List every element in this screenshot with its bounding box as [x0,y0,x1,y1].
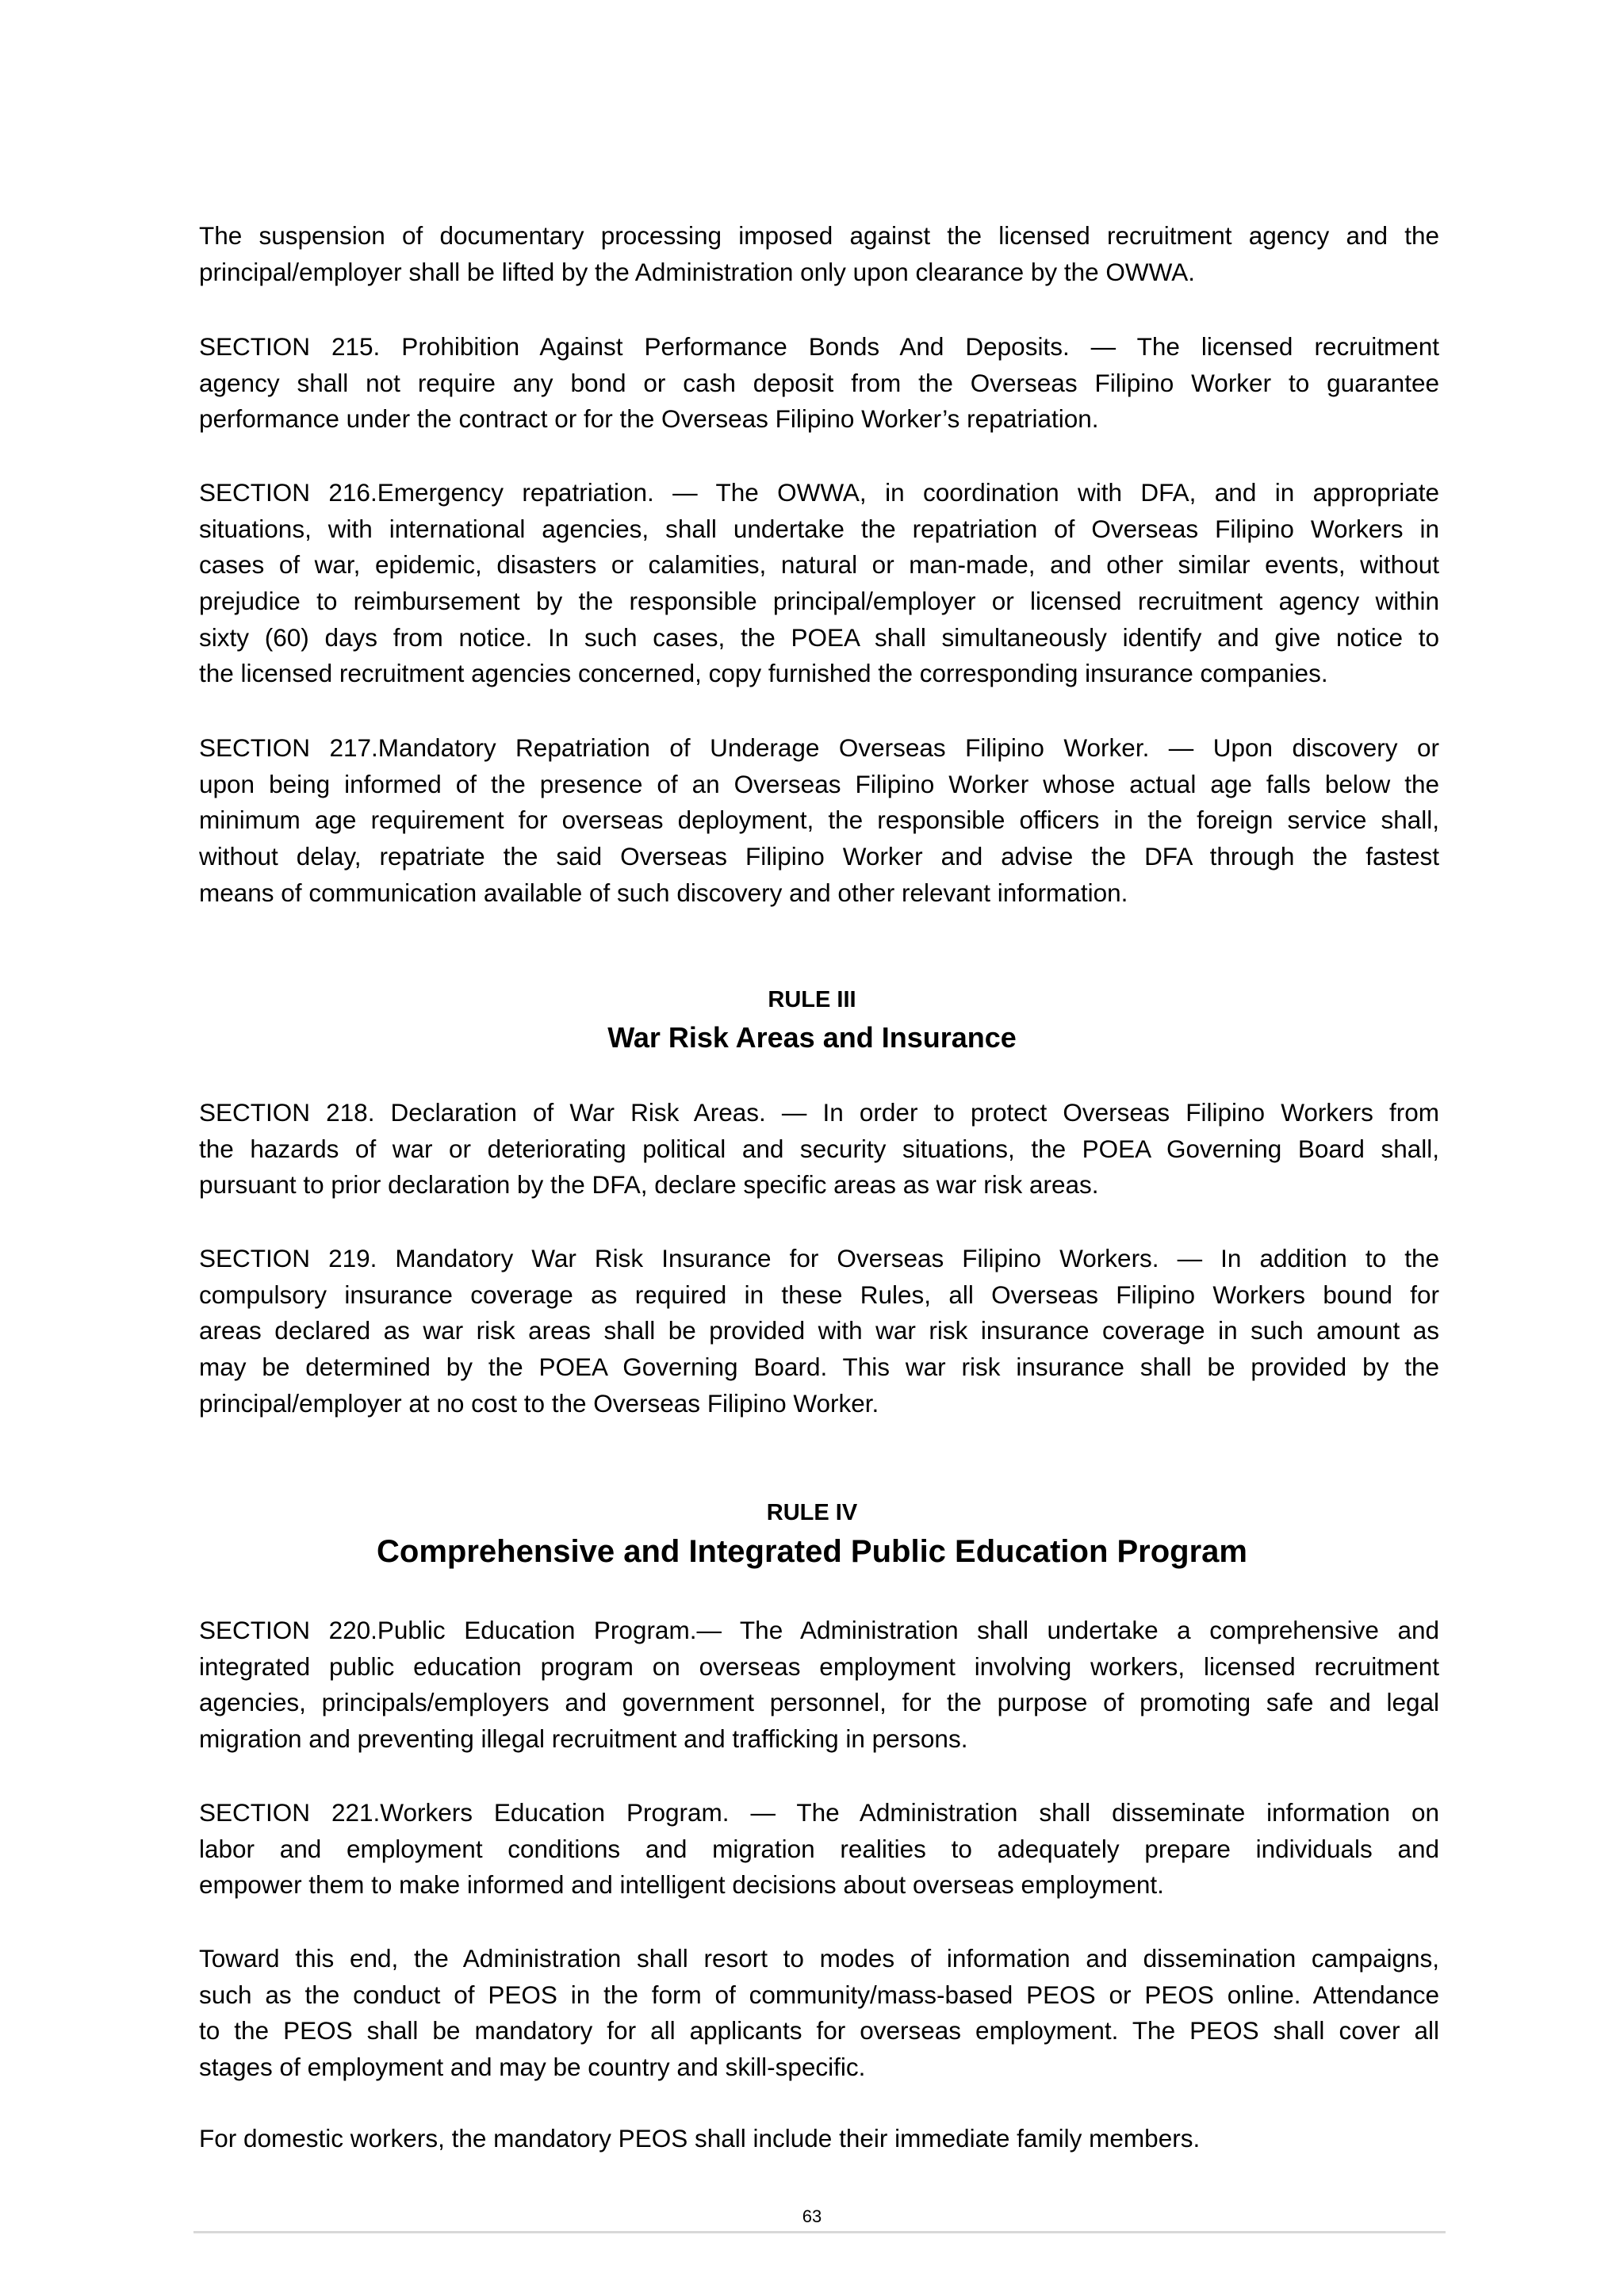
text-line: migration and preventing illegal recruitment and trafficking in persons. [199,1724,968,1754]
section-218 [199,1095,1439,1203]
text-line: without delay, repatriate the said Overseas Filipino Worker and advise the DFA through the fastest [199,842,1439,871]
text-line: labor and employment conditions and migration realities to adequately prepare individuals and [199,1834,1439,1863]
section-216 [199,475,1439,692]
text-line: SECTION 221.Workers Education Program. — The Administration shall disseminate information on [199,1798,1439,1827]
footer-divider [193,2231,1446,2233]
text-line: may be determined by the POEA Governing Board. This war risk insurance shall be provided by the [199,1353,1439,1382]
text-line: the hazards of war or deteriorating political and security situations, the POEA Governing Board shall, [199,1134,1439,1163]
rule-iii-title: War Risk Areas and Insurance [607,1021,1017,1054]
text-line: areas declared as war risk areas shall be provided with war risk insurance coverage in such amount as [199,1316,1439,1345]
text-line: agencies, principals/employers and government personnel, for the purpose of promoting safe and legal [199,1688,1439,1717]
text-line: means of communication available of such discovery and other relevant information. [199,878,1128,907]
rule-iv-title: Comprehensive and Integrated Public Education Program [377,1534,1247,1569]
text-line: pursuant to prior declaration by the DFA, declare specific areas as war risk areas. [199,1170,1099,1200]
section-217 [199,730,1439,911]
text-line: integrated public education program on overseas employment involving workers, licensed recruitment [199,1651,1439,1681]
text-line: Toward this end, the Administration shall resort to modes of information and dissemination campaigns, [199,1944,1439,1973]
text-line: empower them to make informed and intelligent decisions about overseas employment. [199,1870,1164,1900]
text-line: SECTION 215. Prohibition Against Performance Bonds And Deposits. — The licensed recruitment [199,332,1439,361]
text-line: cases of war, epidemic, disasters or calamities, natural or man-made, and other similar events, without [199,550,1439,580]
text-line: The suspension of documentary processing imposed against the licensed recruitment agency and the [199,221,1439,250]
text-line: SECTION 218. Declaration of War Risk Areas. — In order to protect Overseas Filipino Workers from [199,1098,1439,1127]
rule-iii-label: RULE III [768,987,856,1012]
text-line: SECTION 220.Public Education Program.— The Administration shall undertake a comprehensive and [199,1616,1439,1644]
text-line: principal/employer shall be lifted by the Administration only upon clearance by the OWWA. [199,257,1195,286]
text-line: situations, with international agencies, shall undertake the repatriation of Overseas Filipino Workers in [199,514,1439,543]
text-line: SECTION 217.Mandatory Repatriation of Underage Overseas Filipino Worker. — Upon discovery or [199,733,1439,762]
text-line: to the PEOS shall be mandatory for all applicants for overseas employment. The PEOS shall cover all [199,2016,1439,2045]
text-line: SECTION 219. Mandatory War Risk Insurance for Overseas Filipino Workers. — In addition to the [199,1244,1439,1272]
text-line: upon being informed of the presence of an Overseas Filipino Worker whose actual age falls below the [199,769,1439,798]
text-line: For domestic workers, the mandatory PEOS shall include their immediate family members. [199,2124,1201,2152]
text-line: stages of employment and may be country and skill-specific. [199,2053,866,2082]
section-215 [199,329,1439,438]
section-219 [199,1241,1439,1422]
page-number: 63 [802,2206,822,2226]
text-line: minimum age requirement for overseas deployment, the responsible officers in the foreign service shall, [199,806,1439,835]
para-toward [199,1941,1439,2086]
text-line: principal/employer at no cost to the Overseas Filipino Worker. [199,1388,879,1418]
text-line: sixty (60) days from notice. In such cases, the POEA shall simultaneously identify and give notice to [199,622,1439,652]
text-line: agency shall not require any bond or cash deposit from the Overseas Filipino Worker to guarantee [199,368,1439,397]
section-220 [199,1613,1439,1758]
text-line: SECTION 216.Emergency repatriation. — The OWWA, in coordination with DFA, and in appropriate [199,478,1439,507]
section-221 [199,1795,1439,1904]
text-line: the licensed recruitment agencies concerned, copy furnished the corresponding insurance companies. [199,659,1328,688]
para-domestic [199,2121,1439,2157]
para-suspension [199,218,1439,290]
text-line: such as the conduct of PEOS in the form of community/mass-based PEOS or PEOS online. Attendance [199,1980,1439,2009]
text-line: performance under the contract or for the Overseas Filipino Worker’s repatriation. [199,404,1099,434]
rule-iv-label: RULE IV [766,1500,858,1525]
text-line: compulsory insurance coverage as required in these Rules, all Overseas Filipino Workers bound for [199,1280,1439,1309]
text-line: prejudice to reimbursement by the responsible principal/employer or licensed recruitment agency within [199,587,1439,616]
